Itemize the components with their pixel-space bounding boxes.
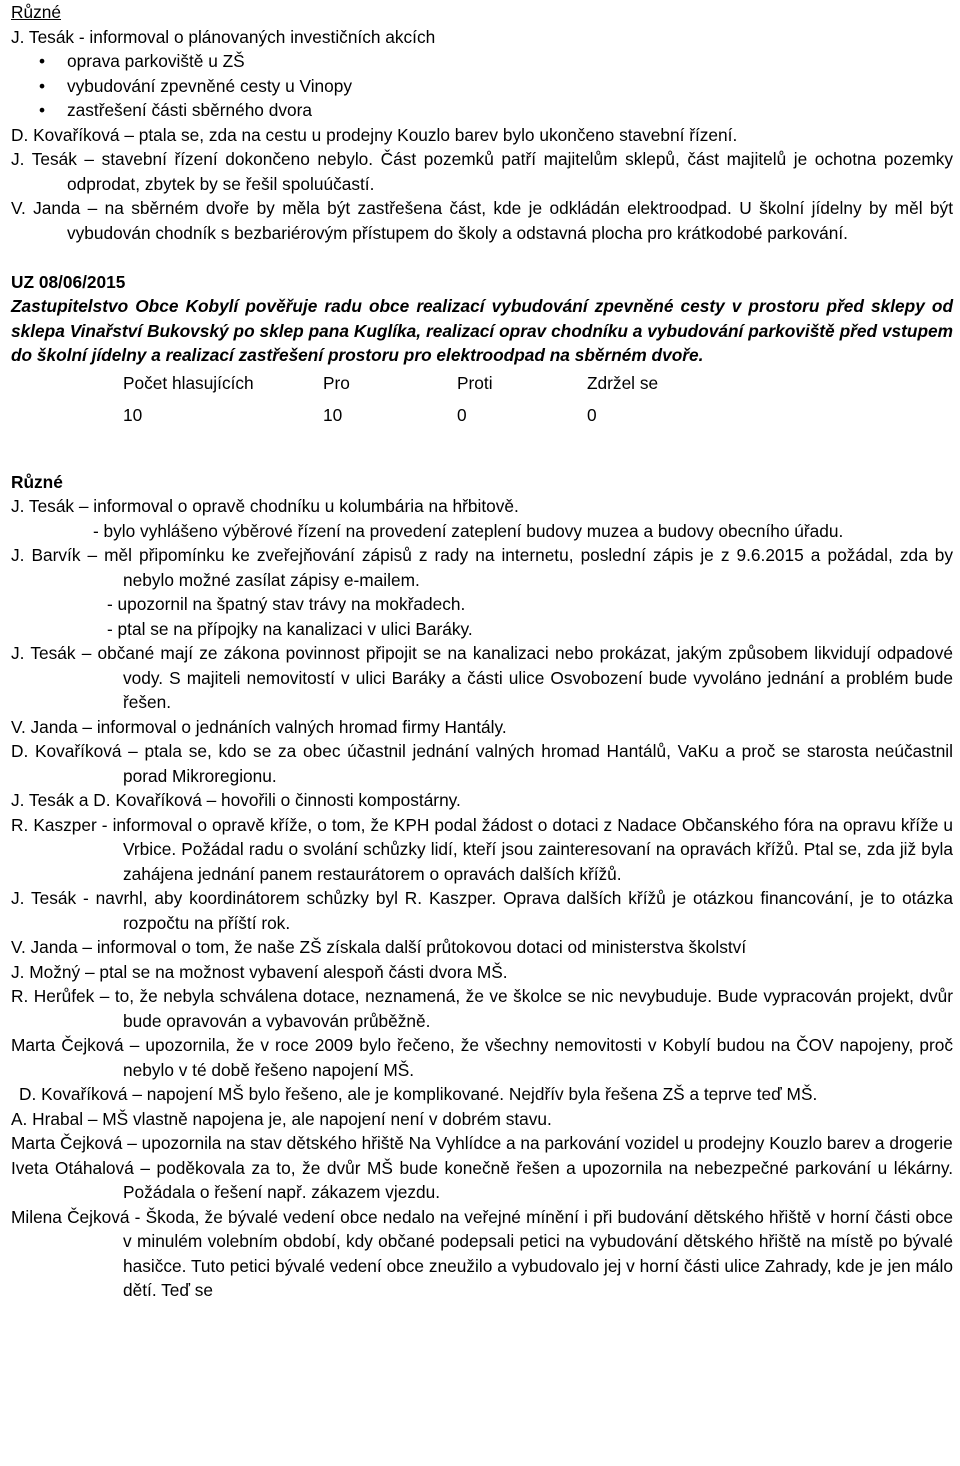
table-row: [123, 400, 747, 432]
list-item: • oprava parkoviště u ZŠ: [67, 49, 953, 74]
paragraph: J. Tesák – občané mají ze zákona povinnost připojit se na kanalizaci nebo prokázat, jakým způsobem likvidují odpadové vody. S majiteli nemovitostí v ulici Baráky a části ulice Osvobození bude vyvoláno jednání a problém bude řešen.: [11, 643, 953, 712]
investment-list: [11, 49, 953, 123]
list-item: • vybudování zpevněné cesty u Vinopy: [67, 74, 953, 99]
paragraph: D. Kovaříková – ptala se, kdo se za obec účastnil jednání valných hromad Hantálů, VaKu a proč se starosta neúčastnil porad Mikroregionu.: [11, 741, 953, 786]
paragraph: J. Tesák – stavební řízení dokončeno nebylo. Část pozemků patří majitelům sklepů, část majitelů je ochotna pozemky odprodat, zbytek by se řešil spoluúčastí.: [11, 149, 953, 194]
resolution-id: UZ 08/06/2015: [11, 271, 126, 292]
vote-table: [123, 368, 747, 432]
list-item: • zastřešení části sběrného dvora: [67, 98, 953, 123]
paragraph: V. Janda – informoval o jednáních valných hromad firmy Hantály.: [11, 716, 507, 737]
document-page: [11, 0, 953, 1303]
paragraph: J. Tesák – informoval o opravě chodníku u kolumbária na hřbitově.: [11, 496, 519, 516]
paragraph: Milena Čejková - Škoda, že bývalé vedení obce nedalo na veřejné mínění i při budování dětského hřiště v horní části obce v minulém volebním období, kdy občané podepsali petici na vybudování dětského hřiště na místě po bývalé hasičce. Tuto petici bývalé vedení obce zneužilo a vybudovalo jej v horní části ulice Zahrady, kde je jen málo dětí. Teď se: [11, 1206, 953, 1300]
paragraph: - ptal se na přípojky na kanalizaci v ulici Baráky.: [107, 618, 473, 639]
paragraph: V. Janda – informoval o tom, že naše ZŠ získala další průtokovou dotaci od ministerstva školství: [11, 937, 747, 957]
paragraph: Marta Čejková – upozornila, že v roce 2009 bylo řečeno, že všechny nemovitosti v Kobylí budou na ČOV napojeny, proč nebylo v té době řešeno napojení MŠ.: [11, 1035, 953, 1080]
section-heading-ruzne: Různé: [11, 471, 63, 492]
paragraph: J. Tesák a D. Kovaříková – hovořili o činnosti kompostárny.: [11, 790, 461, 810]
paragraph: V. Janda – na sběrném dvoře by měla být zastřešena část, kde je odkládán elektroodpad. U školní jídelny by měl být vybudován chodník s bezbariérovým přístupem do školy a odstavná plocha pro krátkodobé parkování.: [11, 198, 953, 243]
vote-header: Proti: [457, 373, 493, 394]
vote-value: 10: [323, 405, 343, 426]
vote-header: Pro: [323, 373, 350, 394]
paragraph: R. Herůfek – to, že nebyla schválena dotace, neznamená, že ve školce se nic nevybuduje. Bude vypracován projekt, dvůr bude opravován a vybavován průběžně.: [11, 986, 953, 1031]
paragraph: - bylo vyhlášeno výběrové řízení na provedení zateplení budovy muzea a budovy obecního úřadu.: [93, 520, 844, 541]
section-heading-ruzne: Různé: [11, 2, 61, 22]
paragraph: - upozornil na špatný stav trávy na mokřadech.: [107, 594, 466, 614]
table-row: [123, 368, 747, 400]
paragraph: D. Kovaříková – napojení MŠ bylo řešeno, ale je komplikované. Nejdřív byla řešena ZŠ a teprve teď MŠ.: [19, 1084, 818, 1104]
paragraph: A. Hrabal – MŠ vlastně napojena je, ale napojení není v dobrém stavu.: [11, 1108, 552, 1129]
resolution-text: Zastupitelstvo Obce Kobylí pověřuje radu obce realizací vybudování zpevněné cesty v prostoru před sklepy od sklepa Vinařství Bukovský po sklep pana Kuglíka, realizací oprav chodníku a vybudování parkoviště před vstupem do školní jídelny a realizací zastřešení prostoru pro elektroodpad na sběrném dvoře.: [11, 296, 953, 365]
paragraph-intro: J. Tesák - informoval o plánovaných investičních akcích: [11, 26, 436, 47]
vote-value: 0: [587, 405, 597, 426]
paragraph: R. Kaszper - informoval o opravě kříže, o tom, že KPH podal žádost o dotaci z Nadace Občanského fóra na opravu kříže u Vrbice. Požádal radu o svolání schůzky lidí, kteří jsou zainteresovaní na opravách křížů. Ptal se, zda již byla zahájena jednání panem restaurátorem o opravách dalších křížů.: [11, 814, 953, 884]
vote-header: Počet hlasujících: [123, 373, 254, 394]
paragraph: Marta Čejková – upozornila na stav dětského hřiště Na Vyhlídce a na parkování vozidel u prodejny Kouzlo barev a drogerie: [11, 1133, 953, 1153]
vote-value: 10: [123, 405, 143, 426]
paragraph: D. Kovaříková – ptala se, zda na cestu u prodejny Kouzlo barev bylo ukončeno stavební řízení.: [11, 124, 738, 145]
vote-value: 0: [457, 405, 467, 426]
paragraph: J. Barvík – měl připomínku ke zveřejňování zápisů z rady na internetu, poslední zápis je z 9.6.2015 a požádal, zda by nebylo možné zasílat zápisy e-mailem.: [11, 545, 953, 590]
paragraph: J. Tesák - navrhl, aby koordinátorem schůzky byl R. Kaszper. Oprava dalších křížů je otázkou financování, je to otázka rozpočtu na příští rok.: [11, 888, 953, 933]
paragraph: J. Možný – ptal se na možnost vybavení alespoň části dvora MŠ.: [11, 961, 508, 982]
vote-header: Zdržel se: [587, 373, 659, 394]
paragraph: Iveta Otáhalová – poděkovala za to, že dvůr MŠ bude konečně řešen a upozornila na nebezpečné parkování u lékárny. Požádala o řešení např. zákazem vjezdu.: [11, 1157, 953, 1202]
